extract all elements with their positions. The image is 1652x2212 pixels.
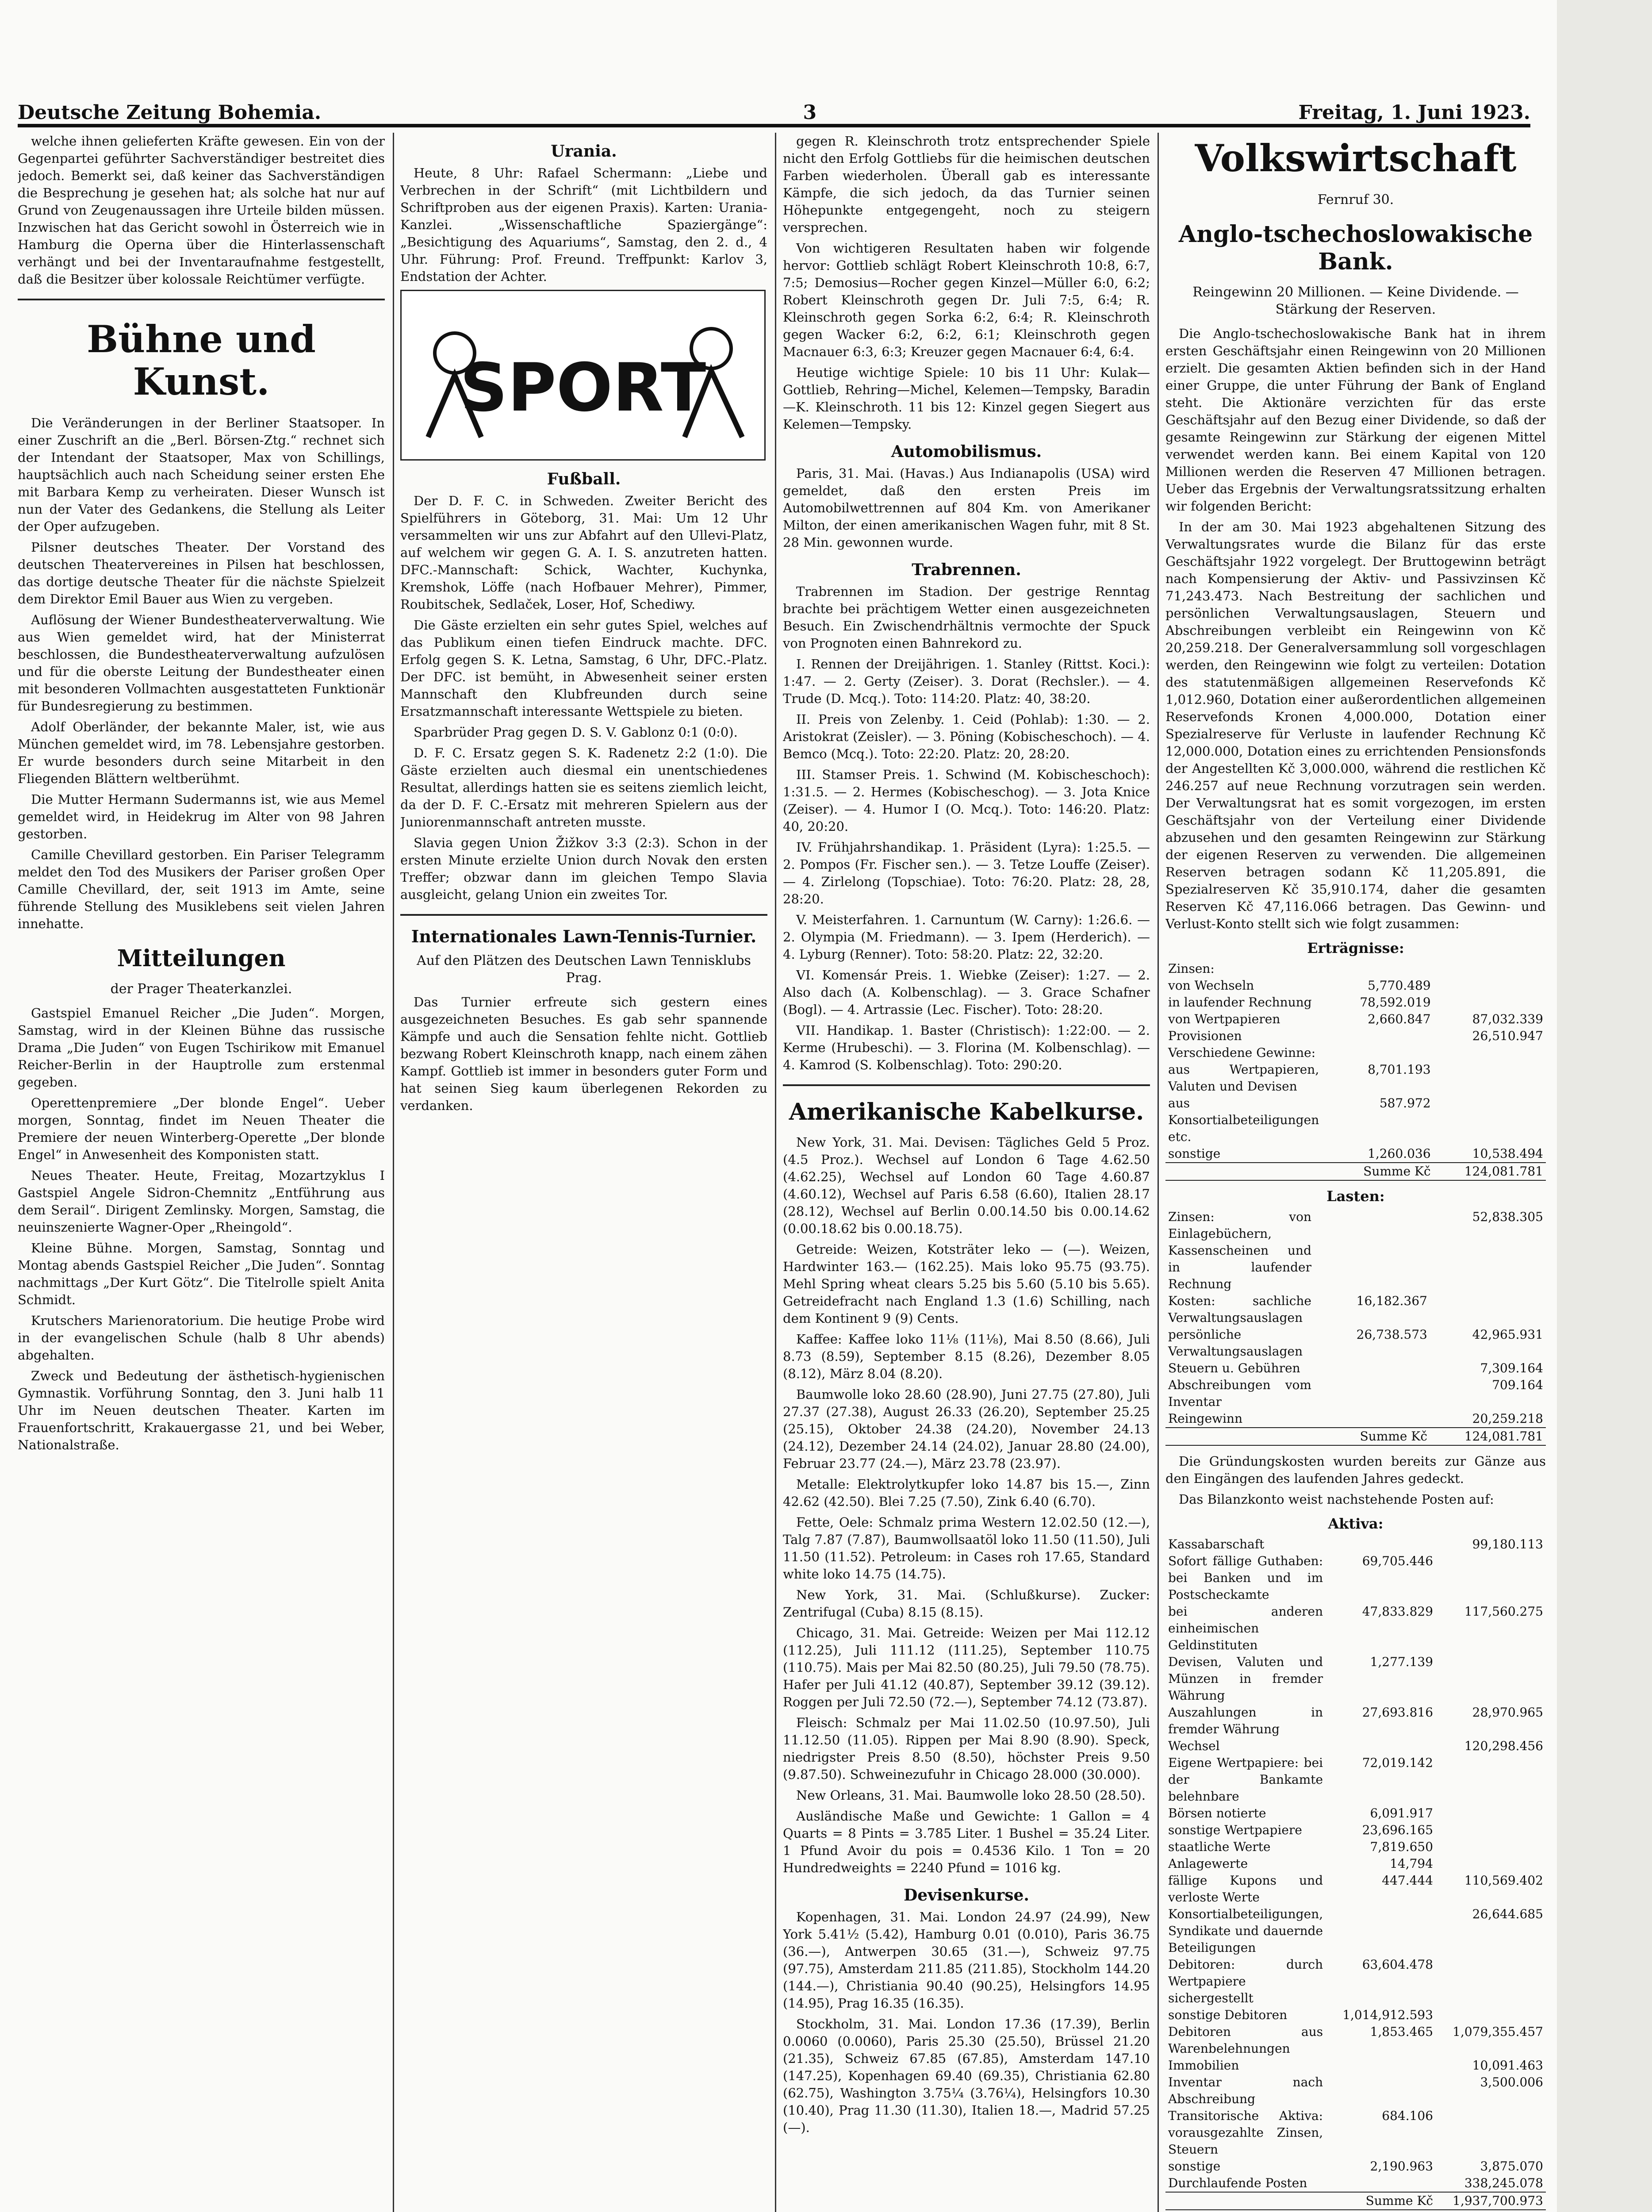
article-trab-race-5: V. Meisterfahren. 1. Carnuntum (W. Carny): 1:26.6. — 2. Olympia (M. Friedmann). — 3. Ipem (Herderich). — 4. Lyburg (Renner). Toto: 58:20. Platz: 22, 32:20.: [783, 912, 1150, 962]
column-1: [18, 133, 385, 2212]
column-rule: [775, 133, 776, 2212]
sport-logo: [400, 290, 766, 461]
article-reicher: Gastspiel Emanuel Reicher „Die Juden“. Morgen, Samstag, wird in der Kleinen Bühne das russische Drama „Die Juden“ von Eugen Tschirikow mit Emanuel Reicher-Berlin in der Hauptrolle zum erstenmal gegeben.: [18, 1006, 385, 1090]
header-paper-name: Deutsche Zeitung Bohemia.: [18, 101, 322, 124]
article-urania: Heute, 8 Uhr: Rafael Schermann: „Liebe und Verbrechen in der Schrift“ (mit Lichtbildern und Schriftproben aus der eigenen Praxis). Karten: Urania-Kanzlei. „Wissenschaftliche Spaziergänge“: „Besichtigung des Aquariums“, Samstag, den 2. d., 4 Uhr. Führung: Prof. Freund. Treffpunkt: Karlov 3, Endstation der Achter.: [400, 165, 767, 284]
sport-logo-text: SPORT: [460, 349, 706, 426]
row-label: von Wertpapieren: [1168, 1012, 1280, 1026]
row-label: sonstige: [1168, 2159, 1221, 2174]
section-title-mitteilungen: Mitteilungen: [117, 945, 286, 972]
table-title-aktiva: Aktiva:: [1328, 1515, 1384, 1532]
article-slavia: Slavia gegen Union Žižkov 3:3 (2:3). Schon in der ersten Minute erzielte Union durch Novak den ersten Treffer; obzwar dann im gleichen Tempo Slavia ausgleicht, gelang Union ein zweites Tor.: [400, 835, 767, 902]
row-value: 1,079,355.457: [1453, 2024, 1543, 2039]
column-rule: [1158, 133, 1159, 2212]
row-value: 120,298.456: [1464, 1739, 1543, 1753]
article-kabel-chicago: Chicago, 31. Mai. Getreide: Weizen per Mai 112.12 (112.25), Juli 111.12 (111.25), September 110.75 (110.75). Mais per Mai 82.50 (80.25), Juli 79.50 (78.75). Hafer per Juli 41.12 (40.87), September 39.12 (39.12). Roggen per Juli 72.50 (72.—), September 74.12 (73.87).: [783, 1625, 1150, 1709]
article-trab-race-7: VII. Handikap. 1. Baster (Christisch): 1:22:00. — 2. Kerme (Hrubeschi). — 3. Florina (M. Kolbenschlag). — 4. Kamrod (S. Kolbenschlag). Toto: 290:20.: [783, 1023, 1150, 1072]
row-value: [1434, 994, 1546, 1011]
row-label: in laufender Rechnung: [1168, 995, 1312, 1010]
row-label: fällige Kupons und verloste Werte: [1168, 1873, 1323, 1905]
table-row: [1165, 977, 1546, 994]
table-row: [1165, 1755, 1546, 1805]
row-label: Sofort fällige Guthaben: bei Banken und im Postscheckamte: [1168, 1554, 1323, 1602]
table-row: [1165, 1028, 1546, 1045]
table-aktiva: [1165, 1536, 1546, 2210]
table-row: [1165, 1956, 1546, 2007]
row-value: 52,838.305: [1472, 1210, 1543, 1224]
table-row: [1165, 1293, 1546, 1326]
article-intro: welche ihnen gelieferten Kräfte gewesen. Ein von der Gegenpartei geführter Sachverständiger bestreitet dies jedoch. Bemerkt sei, daß keiner das Sachverständigen die Besprechung je gesehen hat; als solche hat nur auf Grund von Zeugenaussagen ihre Urteile bilden müssen. Inzwischen hat das Gericht sowohl in Österreich wie in Hamburg die Operna über die Hinterlassenschaft verhängt und bei der Inventaraufnahme festgestellt, daß die Besitzer über kolossale Reichtümer verfügte.: [18, 134, 385, 287]
row-value: 8,701.193: [1368, 1062, 1431, 1077]
row-value: [1326, 2175, 1436, 2192]
table-row: [1165, 1704, 1546, 1738]
article-trab-race-6: VI. Komensár Preis. 1. Wiebke (Zeiser): 1:27. — 2. Also dach (A. Kolbenschlag). — 3. Grace Schafner (Bogl). — 4. Artrassie (Lec. Fischer). Toto: 28:20.: [783, 968, 1150, 1017]
row-label: Steuern u. Gebühren: [1168, 1361, 1300, 1375]
row-label: Verschiedene Gewinne:: [1168, 1045, 1316, 1060]
table-row: [1165, 1855, 1546, 1872]
divider: [783, 1084, 1150, 1086]
row-value: [1326, 2057, 1436, 2074]
table-row: [1165, 2108, 1546, 2158]
article-kabel-getreide: Getreide: Weizen, Kotsträter leko — (—). Weizen, Hardwinter 163.— (162.25). Mais loko 95.75 (93.75). Mehl Spring wheat clears 5.25 bis 5.60 (5.10 bis 5.65). Getreidefracht nach England 1.3 (1.6) Schilling, nach dem Kontinent 9 (9) Cents.: [783, 1242, 1150, 1326]
row-value: [1322, 1045, 1433, 1061]
article-kabel-devisen: New York, 31. Mai. Devisen: Tägliches Geld 5 Proz. (4.5 Proz.). Wechsel auf London 6 Tage 4.62.50 (4.62.25), Wechsel auf London 60 Tage 4.60.87 (4.60.12), Wechsel auf Paris 6.58 (6.60), Italien 28.17 (28.12), Wechsel auf Berlin 0.00.14.50 bis 0.00.14.62 (0.00.18.62 bis 0.00.18.75).: [783, 1135, 1150, 1236]
row-label: Debitoren aus Warenbelehnungen: [1168, 2024, 1323, 2056]
table-row: [1165, 1145, 1546, 1163]
article-kabel-fette: Fette, Oele: Schmalz prima Western 12.02.50 (12.—), Talg 7.87 (7.87), Baumwollsaatöl loko 11.50 (11.50), Juli 11.50 (11.52). Petroleum: in Cases roh 17.65, Standard white loko 14.75 (14.75).: [783, 1515, 1150, 1582]
row-label: Immobilien: [1168, 2058, 1239, 2073]
table-row: [1165, 1536, 1546, 1553]
row-label: Zinsen: von Einlagebüchern, Kassenscheinen und in laufender Rechnung: [1168, 1210, 1311, 1291]
row-label: Provisionen: [1168, 1029, 1242, 1043]
row-value: 10,091.463: [1472, 2058, 1543, 2073]
table-sum-row: [1165, 1428, 1546, 1445]
section-title-buehne: Bühne und Kunst.: [87, 317, 316, 403]
table-row: [1165, 2057, 1546, 2074]
sum-value: 1,937,700.973: [1453, 2193, 1543, 2208]
article-bank-report: In der am 30. Mai 1923 abgehaltenen Sitzung des Verwaltungsrates wurde die Bilanz für das erste Geschäftsjahr 1922 vorgelegt. Der Bruttogewinn beträgt nach Kompensierung der Aktiv- und Passivzinsen Kč 71,243.473. Nach Bestreitung der sachlichen und persönlichen Verwaltungsauslagen, Steuern und Abschreibungen verbleibt ein Reingewinn von Kč 20,259.218. Der Generalversammlung soll vorgeschlagen werden, den Reingewinn wie folgt zu verteilen: Dotation des statutenmäßigen allgemeinen Reservefonds Kč 1,012.960, Dotation einer außerordentlichen allgemeinen Reservefonds Kronen 4,000.000, Dotation einer Spezialreserve für Verluste in laufender Rechnung Kč 12,000.000, Dotation eines zu errichtenden Pensionsfonds der Angestellten Kč 3,000.000, während die restlichen Kč 246.257 auf neue Rechnung vorzutragen sein werden. Der Verwaltungsrat hat es somit vorgezogen, im ersten Geschäftsjahr von der Verteilung einer Dividende abzusehen und den gesamten Reingewinn zur Stärkung der eigenen Reserven zu verwenden. Die allgemeinen Reserven betragen sodann Kč 11,205.891, die Spezialreserven Kč 35,910.174, daher die gesamten Reserven Kč 47,116.066 betragen. Das Gewinn- und Verlust-Konto stellt sich wie folgt zusammen:: [1165, 519, 1546, 931]
row-value: [1436, 1654, 1546, 1704]
article-kabel-baumwolle: Baumwolle loko 28.60 (28.90), Juni 27.75 (27.80), Juli 27.37 (27.38), August 26.33 (26.20), September 25.25 (25.15), Oktober 24.38 (24.20), November 24.13 (24.12), Dezember 24.14 (24.02), Januar 28.80 (24.00), Februar 23.77 (24.—), März 23.78 (23.97).: [783, 1387, 1150, 1471]
article-neues-theater: Neues Theater. Heute, Freitag, Mozartzyklus I Gastspiel Angele Sidron-Chemnitz „Entführung aus dem Serail“. Dirigent Zemlinsky. Morgen, Samstag, die neuinszenierte Wagner-Oper „Rheingold“.: [18, 1168, 385, 1235]
row-value: 1,853.465: [1370, 2024, 1434, 2039]
table-row: [1165, 1061, 1546, 1095]
article-bundestheater: Auflösung der Wiener Bundestheaterverwaltung. Wie aus Wien gemeldet wird, hat der Ministerrat beschlossen, die Bundestheaterverwaltung aufzulösen und für die oberste Leitung der Bundestheater einen mit besonderen Vollmachten ausgestatteten Funktionär für Bundesregierung zu bestimmen.: [18, 612, 385, 714]
row-value: [1434, 1061, 1546, 1095]
row-label: aus Wertpapieren, Valuten und Devisen: [1168, 1062, 1319, 1094]
scan-margin: [1557, 0, 1652, 2212]
article-kabel-metalle: Metalle: Elektrolytkupfer loko 14.87 bis 15.—, Zinn 42.62 (42.50). Blei 7.25 (7.50), Zink 6.40 (6.70).: [783, 1477, 1150, 1509]
article-trab-intro: Trabrennen im Stadion. Der gestrige Renntag brachte bei prächtigem Wetter einen ausgezeichneten Besuch. Ein Zwischendrhältnis vermochte der Spuck von Prognoten einen Bahnrekord zu.: [783, 584, 1150, 651]
row-value: [1326, 2074, 1436, 2108]
article-trab-race-3: III. Stamser Preis. 1. Schwind (M. Kobischeschoch): 1:31.5. — 2. Hermes (Kobischeschog). — 3. Jota Knice (Zeiser). — 4. Humor I (O. Mcq.). Toto: 146:20. Platz: 40, 20:20.: [783, 767, 1150, 834]
table-row: [1165, 2158, 1546, 2175]
table-row: [1165, 1805, 1546, 1822]
row-label: Devisen, Valuten und Münzen in fremder Währung: [1168, 1655, 1323, 1703]
table-row: [1165, 1906, 1546, 1956]
table-row: [1165, 2175, 1546, 2192]
row-label: Auszahlungen in fremder Währung: [1168, 1705, 1323, 1736]
row-value: [1326, 1738, 1436, 1755]
row-label: persönliche Verwaltungsauslagen: [1168, 1327, 1303, 1359]
article-subtitle-anglo-bank: Reingewinn 20 Millionen. — Keine Dividende. — Stärkung der Reserven.: [1192, 284, 1519, 317]
row-value: 2,660.847: [1368, 1012, 1431, 1026]
row-value: 69,705.446: [1362, 1554, 1434, 1568]
row-label: sonstige Wertpapiere: [1168, 1823, 1302, 1837]
table-row: [1165, 1360, 1546, 1377]
table-row: [1165, 1045, 1546, 1061]
row-value: 78,592.019: [1360, 995, 1431, 1010]
sum-value: 124,081.781: [1464, 1164, 1543, 1179]
table-sum-row: [1165, 1163, 1546, 1180]
row-label: bei anderen einheimischen Geldinstituten: [1168, 1604, 1323, 1652]
row-value: 5,770.489: [1368, 978, 1431, 993]
table-row: [1165, 1209, 1546, 1293]
row-value: [1436, 2007, 1546, 2024]
table-row: [1165, 1654, 1546, 1704]
row-label: von Wechseln: [1168, 978, 1254, 993]
table-row: [1165, 960, 1546, 977]
row-value: 47,833.829: [1362, 1604, 1434, 1619]
article-oberlaender: Adolf Oberländer, der bekannte Maler, ist, wie aus München gemeldet wird, im 78. Lebensjahre gestorben. Er wurde besonders durch seine Mitarbeit in den Fliegenden Blättern weltberühmt.: [18, 719, 385, 786]
section-title-devisenkurse: Devisenkurse.: [904, 1886, 1029, 1905]
article-kabel-kaffee: Kaffee: Kaffee loko 11⅛ (11⅛), Mai 8.50 (8.66), Juli 8.73 (8.59), September 8.15 (8.26), Dezember 8.05 (8.12), März 8.04 (8.20).: [783, 1332, 1150, 1381]
row-value: [1436, 1822, 1546, 1839]
table-row: [1165, 1011, 1546, 1028]
table-lasten: [1165, 1209, 1546, 1446]
article-tennis-today: Heutige wichtige Spiele: 10 bis 11 Uhr: Kulak—Gottlieb, Rehring—Michel, Kelemen—Tempsky, Baradin—K. Kleinschroth. 11 bis 12: Kinzel gegen Siegert aus Kelemen—Tempsky.: [783, 365, 1150, 432]
row-value: [1436, 1553, 1546, 1603]
row-value: [1314, 1377, 1430, 1410]
section-subtitle-theaterkanzlei: der Prager Theaterkanzlei.: [110, 981, 292, 997]
article-lawn-tennis: Das Turnier erfreute sich gestern eines ausgezeichneten Besuches. Es gab sehr spannende Kämpfe und auch die Sensation fehlte nicht. Gottlieb bezwang Robert Kleinschroth knapp, nach einem zähen Kampf. Gottlieb ist immer in besonders guter Form und hat seinen Sieg kaum überlegenen Rekorden zu verdanken.: [400, 995, 767, 1113]
row-value: 117,560.275: [1464, 1604, 1543, 1619]
sport-illustration: [402, 291, 764, 459]
row-value: 587.972: [1379, 1096, 1431, 1110]
row-value: 1,014,912.593: [1342, 2008, 1434, 2022]
row-label: Reingewinn: [1168, 1411, 1243, 1426]
article-trab-race-4: IV. Frühjahrshandikap. 1. Präsident (Lyra): 1:25.5. — 2. Pompos (Fr. Fischer sen.). — 3. Tetze Louffe (Zeiser). — 4. Zirlelong (Topschiae). Toto: 76:20. Platz: 28, 28, 28:20.: [783, 840, 1150, 906]
section-subtitle-lawn-tennis: Auf den Plätzen des Deutschen Lawn Tennisklubs Prag.: [417, 953, 751, 986]
column-rule: [393, 133, 394, 2212]
section-title-kabelkurse: Amerikanische Kabelkurse.: [789, 1098, 1144, 1125]
divider: [18, 299, 385, 300]
row-value: 63,604.478: [1362, 1957, 1434, 1972]
row-value: 26,738.573: [1356, 1327, 1427, 1342]
table-row: [1165, 2024, 1546, 2057]
article-dfc-schweden: Der D. F. C. in Schweden. Zweiter Bericht des Spielführers in Göteborg, 31. Mai: Um 12 Uhr versammelten wir uns zur Abfahrt auf den Ullevi-Platz, auf welchem wir gegen G. A. I. S. anzutreten hatten. DFC.-Mannschaft: Schick, Wachter, Kuchynka, Kremshok, Löffe (nach Hofbauer Mehrer), Pimmer, Roubitschek, Sedlaček, Loser, Hof, Schediwy.: [400, 493, 767, 612]
table-row: [1165, 1603, 1546, 1654]
row-value: [1436, 1956, 1546, 2007]
table-sum-row: [1165, 2192, 1546, 2210]
row-value: 1,260.036: [1368, 1146, 1431, 1161]
table-title-ertraegnisse: Erträgnisse:: [1307, 940, 1404, 956]
row-value: [1322, 1028, 1433, 1045]
row-value: [1436, 2108, 1546, 2158]
article-kabel-fleisch: Fleisch: Schmalz per Mai 11.02.50 (10.97.50), Juli 11.12.50 (11.05). Rippen per Mai 8.90 (8.90). Speck, niedrigster Preis 8.50 (8.50), höchster Preis 9.50 (9.87.50). Schweinezufuhr in Chicago 28.000 (30.000).: [783, 1715, 1150, 1782]
row-value: 2,190.963: [1370, 2159, 1434, 2174]
article-kleine-buehne: Kleine Bühne. Morgen, Samstag, Sonntag und Montag abends Gastspiel Reicher „Die Juden“. Sonntag nachmittags „Der Kurt Götz“. Die Titelrolle spielt Anita Schmidt.: [18, 1240, 385, 1307]
article-title-anglo-bank: Anglo-tschechoslowakische Bank.: [1178, 221, 1533, 275]
section-title-trabrennen: Trabrennen.: [912, 561, 1021, 579]
table-row: [1165, 1822, 1546, 1839]
row-value: [1436, 1755, 1546, 1805]
row-value: 20,259.218: [1472, 1411, 1543, 1426]
article-operette: Operettenpremiere „Der blonde Engel“. Ueber morgen, Sonntag, findet im Neuen Theater die Premiere der neuen Winterberg-Operette „Der blonde Engel“ in Anwesenheit des Komponisten statt.: [18, 1095, 385, 1162]
article-indianapolis: Paris, 31. Mai. (Havas.) Aus Indianapolis (USA) wird gemeldet, daß den ersten Preis im Automobilwettrennen auf 804 Km. von Amerikaner Milton, der einen amerikanischen Wagen fuhr, mit 8 St. 28 Min. gewonnen wurde.: [783, 466, 1150, 550]
article-sparbrueder: Sparbrüder Prag gegen D. S. V. Gablonz 0:1 (0:0).: [414, 725, 738, 740]
article-stockholm: Stockholm, 31. Mai. London 17.36 (17.39), Berlin 0.0060 (0.0060), Paris 25.30 (25.50), Brüssel 21.20 (21.35), Schweiz 67.85 (67.85), Amsterdam 147.10 (147.25), Kopenhagen 69.40 (69.35), Christiania 62.80 (62.75), Washington 3.75¼ (3.76¼), Helsingfors 10.30 (10.40), Prag 11.30 (11.30), Italien 18.—, Madrid 57.25 (—).: [783, 2016, 1150, 2135]
table-row: [1165, 1377, 1546, 1410]
column-4: [1165, 133, 1546, 2212]
row-label: Inventar nach Abschreibung: [1168, 2075, 1323, 2106]
article-kabel-masse: Ausländische Maße und Gewichte: 1 Gallon = 4 Quarts = 8 Pints = 3.785 Liter. 1 Bushel = 35.24 Liter. 1 Pfund Avoir du pois = 0.4536 Kilo. 1 Ton = 20 Hundredweights = 2240 Pfund = 1016 kg.: [783, 1809, 1150, 1875]
table-row: [1165, 994, 1546, 1011]
row-value: [1434, 960, 1546, 977]
table-row: [1165, 2074, 1546, 2108]
row-value: 28,970.965: [1472, 1705, 1543, 1720]
row-label: Abschreibungen vom Inventar: [1168, 1378, 1311, 1409]
row-value: [1326, 1536, 1436, 1553]
table-row: [1165, 1738, 1546, 1755]
row-value: [1314, 1209, 1430, 1293]
article-dfc-letna: Die Gäste erzielten ein sehr gutes Spiel, welches auf das Publikum einen tiefen Eindruck machte. DFC. Erfolg gegen S. K. Letna, Samstag, 6 Uhr, DFC.-Platz. Der DFC. ist bemüht, in Abwesenheit seiner ersten Mannschaft den Klubfreunden durch seine Ersatzmannschaft interessante Wettspiele zu bieten.: [400, 618, 767, 719]
row-value: 72,019.142: [1362, 1755, 1434, 1770]
article-trab-race-1: I. Rennen der Dreijährigen. 1. Stanley (Rittst. Koci.): 1:47. — 2. Gerty (Zeiser). 3. Dorat (Rechsler.). — 4. Trude (D. Mcq.). Toto: 114:20. Platz: 40, 38:20.: [783, 657, 1150, 706]
row-label: Durchlaufende Posten: [1168, 2176, 1307, 2190]
table-row: [1165, 1872, 1546, 1906]
row-value: [1434, 977, 1546, 994]
header-page-number: 3: [803, 101, 817, 124]
sum-label: Summe Kč: [1363, 1164, 1431, 1179]
row-value: 23,696.165: [1362, 1823, 1434, 1837]
row-label: sonstige Debitoren: [1168, 2008, 1288, 2022]
row-label: Anlagewerte: [1168, 1856, 1248, 1871]
row-value: [1326, 1906, 1436, 1956]
row-label: sonstige: [1168, 1146, 1221, 1161]
row-value: [1314, 1410, 1430, 1428]
row-label: Kassabarschaft: [1168, 1537, 1265, 1551]
sum-label: Summe Kč: [1360, 1429, 1427, 1444]
table-row: [1165, 1326, 1546, 1360]
row-value: 3,500.006: [1480, 2075, 1543, 2089]
section-subtitle-fernruf: Fernruf 30.: [1317, 192, 1394, 207]
article-tennis-cont: gegen R. Kleinschroth trotz entsprechender Spiele nicht den Erfolg Gottliebs für die heimischen deutschen Farben wiederholen. Überall gab es interessante Kämpfe, die sich jedoch, da das Turnier seinen Höhepunkte entgegengeht, noch zu steigern versprechen.: [783, 134, 1150, 235]
section-title-urania: Urania.: [551, 142, 617, 161]
sum-value: 124,081.781: [1464, 1429, 1543, 1444]
row-value: 447.444: [1382, 1873, 1434, 1888]
row-value: 27,693.816: [1362, 1705, 1434, 1720]
row-label: staatliche Werte: [1168, 1839, 1271, 1854]
article-sudermann: Die Mutter Hermann Sudermanns ist, wie aus Memel gemeldet wird, in Heidekrug im Alter von 98 Jahren gestorben.: [18, 792, 385, 841]
row-value: 10,538.494: [1472, 1146, 1543, 1161]
article-gruendungskosten: Die Gründungskosten wurden bereits zur Gänze aus den Eingängen des laufenden Jahres gedeckt.: [1165, 1454, 1546, 1486]
row-value: 26,510.947: [1472, 1029, 1543, 1043]
table-row: [1165, 1410, 1546, 1428]
row-label: Konsortialbeteiligungen, Syndikate und dauernde Beteiligungen: [1168, 1907, 1323, 1955]
row-value: [1434, 1095, 1546, 1145]
row-value: 6,091.917: [1370, 1806, 1434, 1820]
row-value: 338,245.078: [1464, 2176, 1543, 2190]
article-staatsoper: Die Veränderungen in der Berliner Staatsoper. In einer Zuschrift an die „Berl. Börsen-Ztg.“ rechnet sich der Intendant der Staatsoper, Max von Schillings, hauptsächlich auch nach Scheidung seiner ersten Ehe mit Barbara Kemp zu verheiraten. Dieser Wunsch ist nun der Vater des Gedankens, die Stellung als Leiter der Oper aufzugeben.: [18, 415, 385, 534]
article-kopenhagen: Kopenhagen, 31. Mai. London 24.97 (24.99), New York 5.41½ (5.42), Hamburg 0.01 (0.010), Paris 36.75 (36.—), Antwerpen 30.65 (31.—), Schweiz 97.75 (97.75), Amsterdam 211.85 (211.85), Stockholm 144.20 (144.—), Christiania 90.40 (90.25), Helsingfors 14.95 (14.95), Prag 16.35 (16.35).: [783, 1909, 1150, 2011]
article-tennis-results: Von wichtigeren Resultaten haben wir folgende hervor: Gottlieb schlägt Robert Kleinschroth 10:8, 6:7, 7:5; Demosius—Rocher gegen Kinzel—Müller 6:0, 6:2; Robert Kleinschroth gegen Dr. Juli 7:5, 6:4; R. Kleinschroth gegen Sorka 6:2, 6:4; R. Kleinschroth gegen Wacker 6:2, 6:2, 6:1; Kleinschroth gegen Macnauer 6:3, 6:3; Kreuzer gegen Macnauer 6:4, 6:4.: [783, 241, 1150, 359]
page-header: [18, 88, 1530, 127]
table-row: [1165, 1839, 1546, 1855]
row-value: 684.106: [1382, 2108, 1434, 2123]
row-value: [1314, 1360, 1430, 1377]
article-pilsen: Pilsner deutsches Theater. Der Vorstand des deutschen Theatervereines in Pilsen hat beschlossen, das dortige deutsche Theater für die nächste Spielzeit dem Direktor Emil Bauer aus Wien zu vergeben.: [18, 540, 385, 607]
row-value: [1322, 960, 1433, 977]
article-bank-intro: Die Anglo-tschechoslowakische Bank hat in ihrem ersten Geschäftsjahr einen Reingewinn von 20 Millionen erzielt. Die gesamten Aktien befinden sich in der Hand einer Gruppe, die unter Führung der Bank of England steht. Die Aktionäre verzichten für das erste Geschäftsjahr auf den Bezug einer Dividende, so daß der gesamte Reingewinn zur Stärkung der eigenen Mittel verwendet werden kann. Bei einem Kapital von 120 Millionen werden die Reserven 47 Millionen betragen. Ueber das Ergebnis der Verwaltungsratssitzung erhalten wir folgenden Bericht:: [1165, 326, 1546, 514]
article-chevillard: Camille Chevillard gestorben. Ein Pariser Telegramm meldet den Tod des Musikers der Pariser großen Oper Camille Chevillard, der, seit 1913 im Amte, seine führende Stellung des Musiklebens seit vielen Jahren innehatte.: [18, 847, 385, 931]
article-kabel-new-orleans: New Orleans, 31. Mai. Baumwolle loko 28.50 (28.50).: [796, 1788, 1146, 1803]
row-value: 7,819.650: [1370, 1839, 1434, 1854]
header-date: Freitag, 1. Juni 1923.: [1298, 101, 1530, 124]
table-title-lasten: Lasten:: [1326, 1188, 1385, 1205]
row-label: Transitorische Aktiva: vorausgezahlte Zinsen, Steuern: [1168, 2108, 1323, 2157]
row-value: [1436, 1839, 1546, 1855]
row-value: [1434, 1045, 1546, 1061]
article-trab-race-2: II. Preis von Zelenby. 1. Ceid (Pohlab): 1:30. — 2. Aristokrat (Zeisler). — 3. Pöning (Kobischeschoch). — 4. Bemco (Mcq.). Toto: 22:20. Platz: 20, 28:20.: [783, 712, 1150, 761]
row-label: Kosten: sachliche Verwaltungsauslagen: [1168, 1294, 1311, 1325]
row-label: Wechsel: [1168, 1739, 1220, 1753]
row-value: 1,277.139: [1370, 1655, 1434, 1669]
row-label: aus Konsortialbeteiligungen etc.: [1168, 1096, 1319, 1144]
row-value: [1436, 1855, 1546, 1872]
section-title-volkswirtschaft: Volkswirtschaft: [1195, 136, 1517, 180]
row-value: 14,794: [1390, 1856, 1434, 1871]
table-ertraegnisse: [1165, 960, 1546, 1181]
section-title-automobilismus: Automobilismus.: [891, 442, 1042, 461]
row-value: 26,644.685: [1472, 1907, 1543, 1921]
table-row: [1165, 2007, 1546, 2024]
row-value: 87,032.339: [1472, 1012, 1543, 1026]
divider: [400, 914, 767, 916]
row-label: Eigene Wertpapiere: bei der Bankamte belehnbare: [1168, 1755, 1323, 1804]
row-value: [1430, 1293, 1546, 1326]
row-value: 7,309.164: [1480, 1361, 1543, 1375]
table-row: [1165, 1553, 1546, 1603]
row-label: Debitoren: durch Wertpapiere sichergestellt: [1168, 1957, 1323, 2005]
row-label: Börsen notierte: [1168, 1806, 1266, 1820]
article-bilanzkonto: Das Bilanzkonto weist nachstehende Posten auf:: [1179, 1492, 1494, 1507]
row-value: 16,182.367: [1356, 1294, 1427, 1308]
table-row: [1165, 1095, 1546, 1145]
column-2: [400, 133, 767, 2212]
sum-label: Summe Kč: [1365, 2193, 1434, 2208]
row-value: [1436, 1805, 1546, 1822]
row-value: 3,875.070: [1480, 2159, 1543, 2174]
row-value: 99,180.113: [1472, 1537, 1543, 1551]
article-kabel-zucker: New York, 31. Mai. (Schlußkurse). Zucker: Zentrifugal (Cuba) 8.15 (8.15).: [783, 1587, 1150, 1620]
row-value: 110,569.402: [1464, 1873, 1543, 1888]
row-value: 42,965.931: [1472, 1327, 1543, 1342]
section-title-lawn-tennis: Internationales Lawn-Tennis-Turnier.: [411, 926, 757, 946]
column-3: [783, 133, 1150, 2212]
section-title-fussball: Fußball.: [547, 470, 621, 488]
row-label: Zinsen:: [1168, 961, 1215, 976]
article-gymnastik: Zweck und Bedeutung der ästhetisch-hygienischen Gymnastik. Vorführung Sonntag, den 3. Juni halb 11 Uhr im Neuen deutschen Theater. Karten im Frauenfortschritt, Krakauergasse 21, und bei Weber, Nationalstraße.: [18, 1368, 385, 1452]
row-value: 709.164: [1492, 1378, 1543, 1392]
article-oratorium: Krutschers Marienoratorium. Die heutige Probe wird in der evangelischen Schule (halb 8 Uhr abends) abgehalten.: [18, 1313, 385, 1363]
article-dfc-radenetz: D. F. C. Ersatz gegen S. K. Radenetz 2:2 (1:0). Die Gäste erzielten auch diesmal ein unentschiedenes Resultat, allerdings hatten sie es seitens ziemlich leicht, da der D. F. C.-Ersatz mit mehreren Spielern aus der Juniorenmannschaft antreten musste.: [400, 745, 767, 830]
